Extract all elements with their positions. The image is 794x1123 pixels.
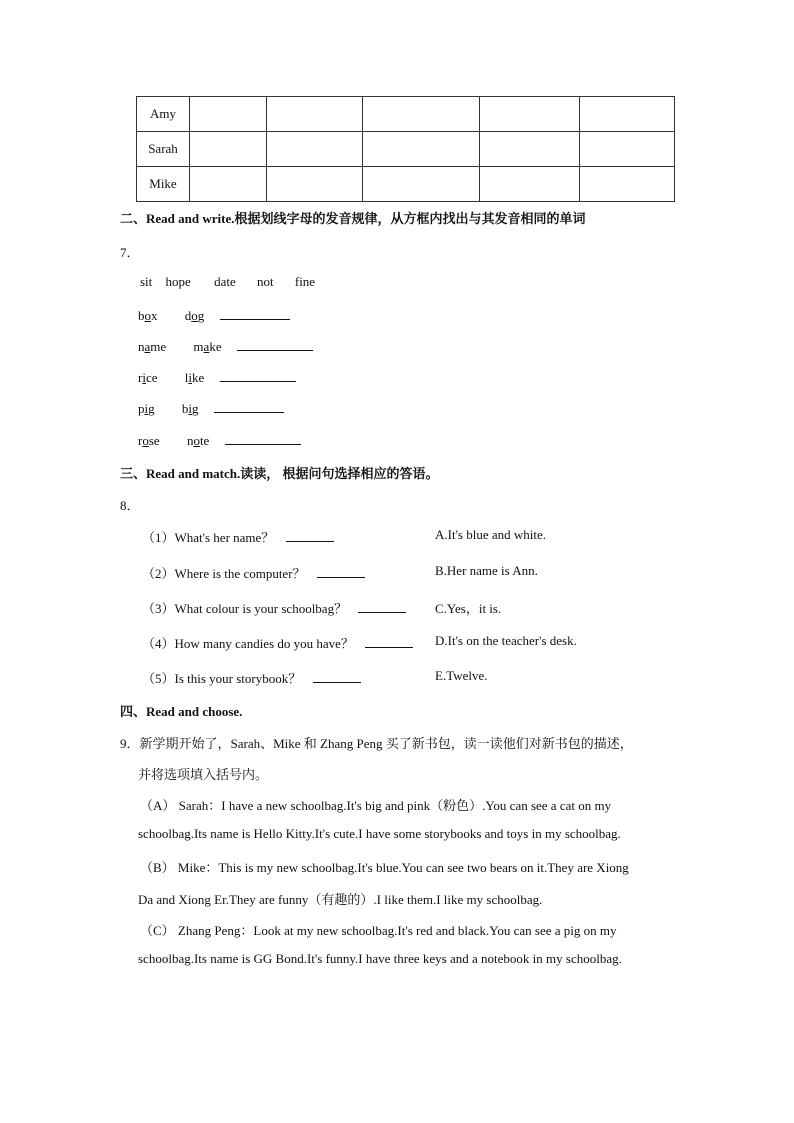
match-answer: E.Twelve. <box>435 668 488 683</box>
word-part: x <box>151 308 158 323</box>
word-part: b <box>138 308 145 323</box>
word-part: r <box>138 370 143 385</box>
question-text: （2）Where is the computer？ <box>142 566 306 581</box>
word-part: n <box>138 339 145 354</box>
word-part: n <box>186 433 194 448</box>
word-part: b <box>181 401 189 416</box>
passage-line: （B） Mike：This is my new schoolbag.It's blue.You can see two bears on it.They are Xiong <box>140 860 629 875</box>
question-text: （4）How many candies do you have？ <box>142 636 354 651</box>
underlined-letter: i <box>188 401 192 416</box>
section4-heading: 四、Read and choose. <box>120 704 243 719</box>
table-cell <box>363 167 480 202</box>
underlined-letter: o <box>193 433 200 448</box>
question-9-intro: 9．新学期开始了，Sarah、Mike 和 Zhang Peng 买了新书包，读一读他们对新书包的描述， <box>120 736 633 751</box>
phonics-item <box>138 432 301 449</box>
word-part: r <box>138 433 143 448</box>
question-8-number: 8． <box>120 498 140 513</box>
table-cell <box>267 132 363 167</box>
underlined-letter: i <box>142 370 146 385</box>
word-options <box>140 274 315 290</box>
question-7-number: 7． <box>120 245 140 260</box>
word-part: g <box>197 308 205 323</box>
table-cell <box>480 167 580 202</box>
option-word: not <box>256 274 274 289</box>
word-part: m <box>193 339 204 354</box>
table-cell <box>267 97 363 132</box>
word-part: g <box>148 401 155 416</box>
table-cell <box>480 132 580 167</box>
underlined-letter: i <box>144 401 149 416</box>
match-question <box>142 598 406 617</box>
word-part: ke <box>192 370 205 385</box>
section2-heading: 二、Read and write.根据划线字母的发音规律，从方框内找出与其发音相同的单词 <box>120 211 586 226</box>
answer-blank[interactable] <box>365 635 413 648</box>
phonics-item <box>138 400 284 417</box>
section3-heading: 三、Read and match.读读， 根据问句选择相应的答语。 <box>120 466 439 481</box>
table-cell <box>190 97 267 132</box>
option-word: sit <box>140 274 153 289</box>
underlined-letter: a <box>144 339 151 354</box>
match-question <box>142 563 365 582</box>
answer-blank[interactable] <box>313 670 361 683</box>
answer-table <box>136 96 675 202</box>
underlined-letter: o <box>144 308 151 323</box>
table-cell <box>580 97 675 132</box>
word-part: p <box>138 401 145 416</box>
table-cell <box>480 97 580 132</box>
match-answer: B.Her name is Ann. <box>435 563 538 578</box>
table-cell <box>267 167 363 202</box>
answer-blank[interactable] <box>358 600 406 613</box>
row-name: Mike <box>137 167 190 202</box>
word-part: d <box>184 308 192 323</box>
word-part: l <box>184 370 189 385</box>
table-cell <box>580 167 675 202</box>
match-answer: D.It's on the teacher's desk. <box>435 633 577 648</box>
table-cell <box>190 167 267 202</box>
answer-blank[interactable] <box>225 432 301 445</box>
passage-line: （A） Sarah：I have a new schoolbag.It's big and pink（粉色）.You can see a cat on my <box>140 798 612 813</box>
passage-line: Da and Xiong Er.They are funny（有趣的）.I like them.I like my schoolbag. <box>138 892 543 907</box>
answer-blank[interactable] <box>220 307 290 320</box>
answer-blank[interactable] <box>214 400 284 413</box>
underlined-letter: i <box>188 370 193 385</box>
question-text: （1）What's her name？ <box>142 530 275 545</box>
underlined-letter: o <box>191 308 198 323</box>
question-text: （5）Is this your storybook？ <box>142 671 302 686</box>
phonics-item <box>138 369 296 386</box>
passage-line: schoolbag.Its name is Hello Kitty.It's cute.I have some storybooks and toys in my schoolbag. <box>138 826 621 841</box>
table-cell <box>363 132 480 167</box>
option-word: fine <box>294 274 316 289</box>
match-question <box>142 527 334 546</box>
passage-line: （C） Zhang Peng：Look at my new schoolbag.It's red and black.You can see a pig on my <box>140 923 617 938</box>
table-row <box>137 132 675 167</box>
table-row <box>137 167 675 202</box>
row-name: Amy <box>137 97 190 132</box>
passage-line: schoolbag.Its name is GG Bond.It's funny.I have three keys and a notebook in my schoolbag. <box>138 951 622 966</box>
answer-blank[interactable] <box>286 529 334 542</box>
word-part: se <box>148 433 160 448</box>
table-cell <box>190 132 267 167</box>
phonics-item <box>138 338 313 355</box>
question-9-intro-cont: 并将选项填入括号内。 <box>138 767 269 782</box>
match-answer: C.Yes，it is. <box>435 601 502 616</box>
match-question <box>142 633 413 652</box>
option-word: date <box>214 274 236 289</box>
answer-blank[interactable] <box>237 338 313 351</box>
underlined-letter: o <box>142 433 149 448</box>
word-part: te <box>199 433 210 448</box>
option-word: hope <box>165 274 191 289</box>
answer-blank[interactable] <box>220 369 296 382</box>
table-cell <box>580 132 675 167</box>
row-name: Sarah <box>137 132 190 167</box>
answer-blank[interactable] <box>317 565 365 578</box>
underlined-letter: a <box>203 339 210 354</box>
question-text: （3）What colour is your schoolbag？ <box>142 601 348 616</box>
word-part: g <box>192 401 199 416</box>
phonics-item <box>138 307 290 324</box>
word-part: ce <box>145 370 158 385</box>
match-answer: A.It's blue and white. <box>435 527 547 542</box>
table-cell <box>363 97 480 132</box>
word-part: me <box>150 339 167 354</box>
word-part: ke <box>209 339 222 354</box>
table-row <box>137 97 675 132</box>
match-question <box>142 668 361 687</box>
